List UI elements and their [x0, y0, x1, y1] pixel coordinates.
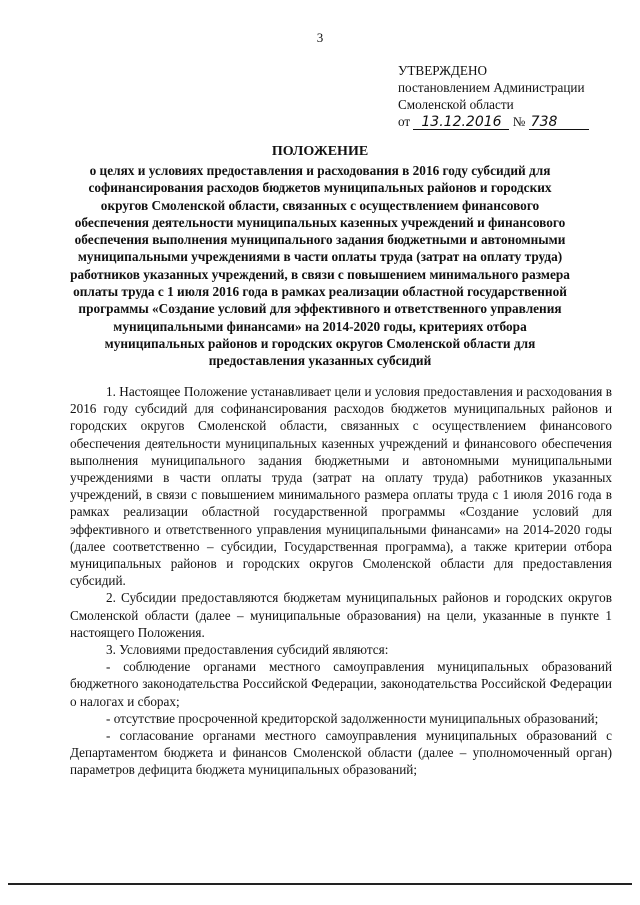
page-number: 3: [316, 30, 324, 45]
handwritten-date: 13.12.2016: [413, 115, 509, 130]
condition-item-3: - согласование органами местного самоуправления муниципальных образований с Департаментом бюджета и финансов Смоленской области (далее – уполномоченный орган) параметров дефицита бюджета муниципальных образований;: [70, 728, 612, 778]
approval-line-2: Смоленской области: [398, 97, 514, 112]
paragraph-2: 2. Субсидии предоставляются бюджетам муниципальных районов и городских округов Смоленской области (далее – муниципальные образования) на цели, указанные в пункте 1 настоящего Положения.: [70, 590, 612, 640]
paragraph-3: 3. Условиями предоставления субсидий являются:: [106, 642, 389, 658]
document-heading: о целях и условиях предоставления и расходования в 2016 году субсидий для софинансирования расходов бюджетов муниципальных районов и городских округов Смоленской области, связанных с осуществлением финансового обеспечения деятельности муниципальных казенных учреждений и финансового обеспечения выполнения муниципального задания бюджетными и автономными муниципальными учреждениями в части оплаты труда (затрат на оплату труда) работников указанных учреждений, в связи с повышением минимального размера оплаты труда с 1 июля 2016 года в рамках реализации областной государственной программы «Создание условий для эффективного и ответственного управления муниципальными финансами» на 2014-2020 годы, критериях отбора муниципальных районов и городских округов Смоленской области для предоставления указанных субсидий: [70, 163, 570, 369]
number-label: №: [512, 114, 526, 129]
approval-title: УТВЕРЖДЕНО: [398, 63, 488, 78]
paragraph-1: 1. Настоящее Положение устанавливает цели и условия предоставления и расходования в 2016 году субсидий для софинансирования расходов бюджетов муниципальных районов и городских округов Смоленской области, связанных с осуществлением финансового обеспечения деятельности муниципальных казенных учреждений и финансового обеспечения выполнения муниципального задания бюджетными и автономными муниципальными учреждениями в части оплаты труда (затрат на оплату труда) работников указанных учреждений, в связи с повышением минимального размера оплаты труда с 1 июля 2016 года в рамках реализации областной государственной программы «Создание условий для эффективного и ответственного управления муниципальными финансами» на 2014-2020 годы (далее соответственно – субсидии, Государственная программа), а также критерии отбора муниципальных районов и городских округов Смоленской области для предоставления субсидий.: [70, 384, 612, 589]
document-title: ПОЛОЖЕНИЕ: [271, 144, 369, 159]
handwritten-number: 738: [529, 115, 589, 130]
bottom-divider: [8, 883, 632, 885]
condition-item-2: - отсутствие просроченной кредиторской задолженности муниципальных образований;: [106, 710, 599, 726]
approval-block: [398, 62, 638, 130]
approval-line-1: постановлением Администрации: [398, 80, 585, 95]
date-prefix: от: [398, 114, 411, 129]
document-body: [70, 383, 612, 779]
approval-date-row: [398, 113, 638, 130]
condition-item-1: - соблюдение органами местного самоуправления муниципальных образований бюджетного законодательства Российской Федерации, законодательства Российской Федерации о налогах и сборах;: [70, 659, 612, 709]
